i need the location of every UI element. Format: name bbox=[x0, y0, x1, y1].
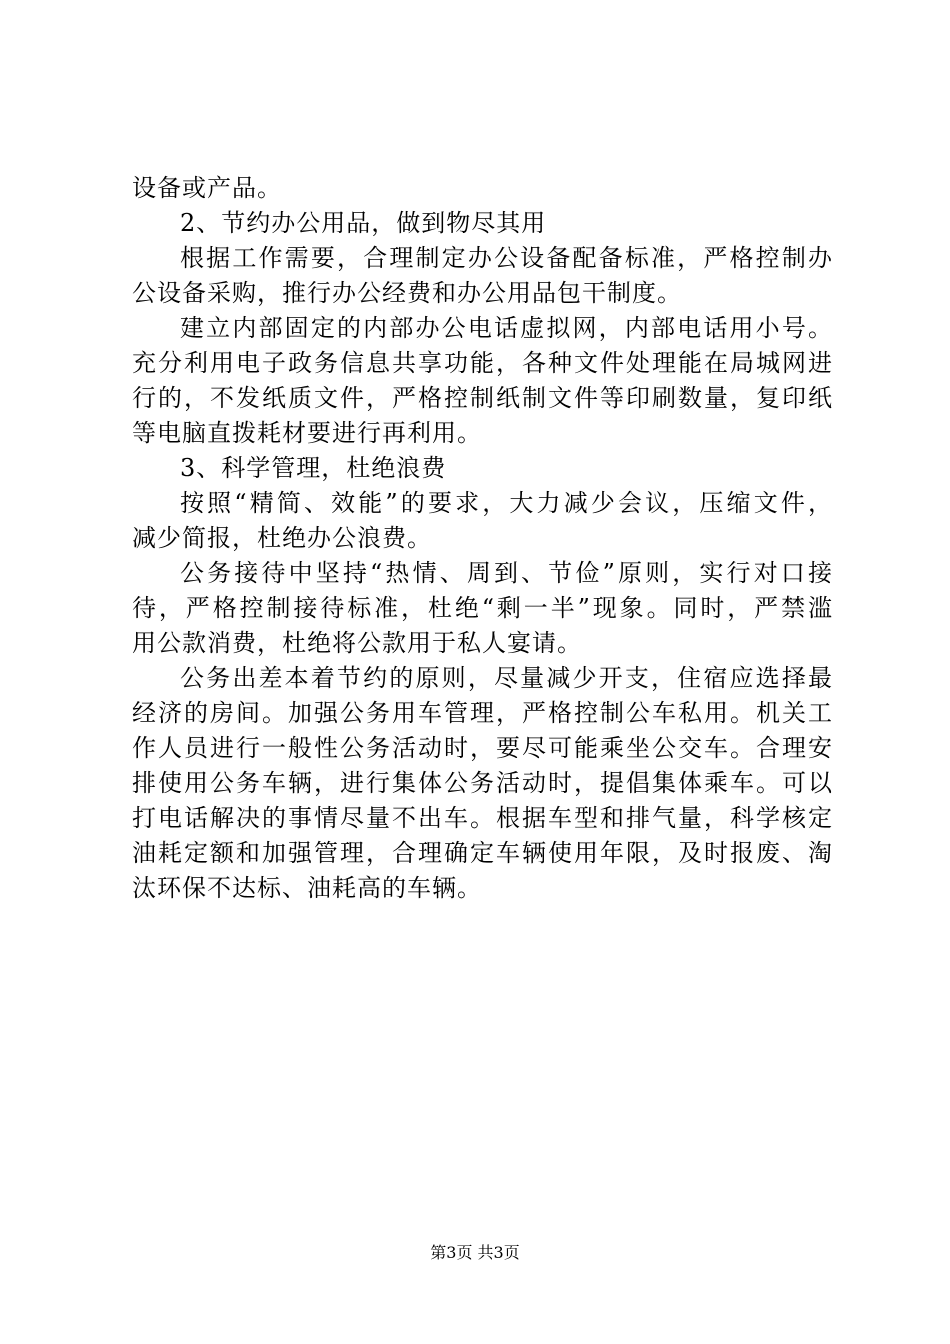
text-line: 充分利用电子政务信息共享功能，各种文件处理能在局城网进 bbox=[132, 349, 832, 377]
text-line: 打电话解决的事情尽量不出车。根据车型和排气量，科学核定 bbox=[132, 804, 832, 832]
text-line: 按照“精简、效能”的要求，大力减少会议，压缩文件， bbox=[180, 489, 832, 517]
document-body bbox=[132, 171, 832, 906]
text-line: 汰环保不达标、油耗高的车辆。 bbox=[132, 874, 482, 902]
text-line: 减少简报，杜绝办公浪费。 bbox=[132, 524, 432, 552]
text-line: 公务接待中坚持“热情、周到、节俭”原则，实行对口接 bbox=[180, 559, 832, 587]
text-line: 行的，不发纸质文件，严格控制纸制文件等印刷数量，复印纸 bbox=[132, 384, 832, 412]
text-line: 油耗定额和加强管理，合理确定车辆使用年限，及时报废、淘 bbox=[132, 839, 832, 867]
text-line: 公设备采购，推行办公经费和办公用品包干制度。 bbox=[132, 279, 682, 307]
text-line: 待，严格控制接待标准，杜绝“剩一半”现象。同时，严禁滥 bbox=[132, 594, 832, 622]
section-heading: 3、科学管理，杜绝浪费 bbox=[180, 454, 447, 482]
text-line: 设备或产品。 bbox=[132, 174, 282, 202]
text-line: 排使用公务车辆，进行集体公务活动时，提倡集体乘车。可以 bbox=[132, 769, 832, 797]
text-line: 经济的房间。加强公务用车管理，严格控制公车私用。机关工 bbox=[132, 699, 832, 727]
text-line: 等电脑直拨耗材要进行再利用。 bbox=[132, 419, 482, 447]
section-heading: 2、节约办公用品，做到物尽其用 bbox=[180, 209, 547, 237]
text-line: 作人员进行一般性公务活动时，要尽可能乘坐公交车。合理安 bbox=[132, 734, 832, 762]
text-line: 用公款消费，杜绝将公款用于私人宴请。 bbox=[132, 629, 582, 657]
page-number-footer: 第3页 共3页 bbox=[430, 1243, 520, 1262]
text-line: 根据工作需要，合理制定办公设备配备标准，严格控制办 bbox=[180, 244, 832, 272]
text-line: 公务出差本着节约的原则，尽量减少开支，住宿应选择最 bbox=[180, 664, 832, 692]
text-line: 建立内部固定的内部办公电话虚拟网，内部电话用小号。 bbox=[180, 314, 832, 342]
